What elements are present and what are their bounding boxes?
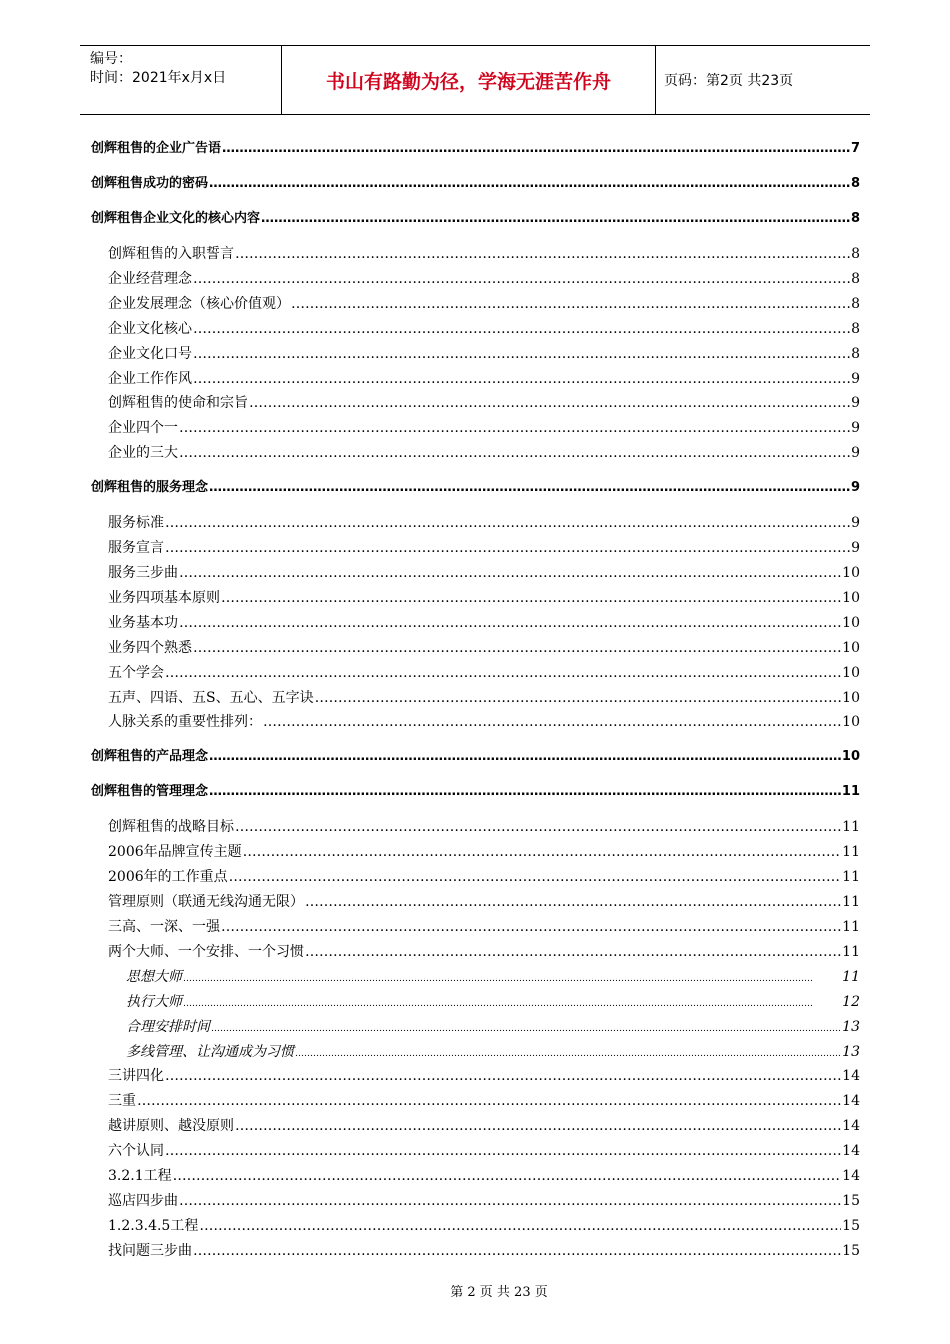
toc-entry-title: 2006年的工作重点 xyxy=(108,869,228,886)
toc-entry[interactable] xyxy=(108,588,860,608)
toc-entry-title: 两个大师、一个安排、一个习惯 xyxy=(108,943,304,960)
toc-leader-dots xyxy=(291,294,850,314)
toc-entry-page: 15 xyxy=(842,1242,860,1259)
toc-leader-dots xyxy=(235,1116,841,1136)
page-header xyxy=(80,45,870,115)
toc-entry-title: 创辉租售的产品理念 xyxy=(91,749,209,765)
toc-entry-page: 7 xyxy=(850,141,860,156)
toc-leader-dots xyxy=(165,1141,841,1161)
toc-entry[interactable] xyxy=(108,712,860,732)
toc-entry-title: 企业的三大 xyxy=(108,445,178,462)
toc-entry[interactable] xyxy=(91,139,860,159)
toc-entry-page: 10 xyxy=(842,565,860,581)
toc-entry-page: 15 xyxy=(842,1192,860,1209)
toc-entry[interactable] xyxy=(108,443,860,463)
toc-entry-title: 业务四个熟悉 xyxy=(108,639,192,656)
toc-entry[interactable] xyxy=(108,892,860,912)
toc-entry-title: 1.2.3.4.5工程 xyxy=(108,1217,199,1234)
toc-entry-page: 11 xyxy=(842,919,860,935)
toc-entry-page: 11 xyxy=(842,819,860,836)
toc-entry-title: 人脉关系的重要性排列： xyxy=(108,714,262,731)
toc-entry[interactable] xyxy=(108,1141,860,1161)
toc-entry-title: 3.2.1工程 xyxy=(108,1168,172,1184)
toc-entry-title: 企业四个一 xyxy=(108,420,178,437)
toc-entry[interactable] xyxy=(108,1191,860,1211)
toc-entry-title: 创辉租售的战略目标 xyxy=(108,819,234,836)
toc-leader-dots xyxy=(305,942,841,962)
toc-leader-dots xyxy=(183,994,841,1014)
toc-entry[interactable] xyxy=(108,1216,860,1236)
toc-entry-page: 13 xyxy=(842,1043,860,1060)
toc-leader-dots xyxy=(137,1091,841,1111)
toc-entry-page: 9 xyxy=(850,480,860,496)
toc-entry-title: 企业工作作风 xyxy=(108,370,192,387)
toc-entry-title: 创辉租售成功的密码 xyxy=(91,176,209,191)
toc-leader-dots xyxy=(263,712,841,732)
toc-entry-title: 创辉租售的企业广告语 xyxy=(91,141,222,156)
header-meta xyxy=(80,46,282,114)
toc-entry-page: 8 xyxy=(850,211,860,226)
toc-entry-page: 11 xyxy=(842,968,860,985)
toc-leader-dots xyxy=(229,867,842,887)
toc-entry-page: 10 xyxy=(842,689,860,706)
toc-leader-dots xyxy=(222,139,850,159)
toc-entry[interactable] xyxy=(108,638,860,658)
toc-leader-dots xyxy=(221,917,841,937)
toc-entry[interactable] xyxy=(108,418,860,438)
toc-entry[interactable] xyxy=(108,344,860,364)
toc-leader-dots xyxy=(209,747,841,767)
header-page-info: 页码：第2页 共23页 xyxy=(664,73,794,89)
toc-entry-title: 五个学会 xyxy=(108,664,164,681)
toc-entry-page: 8 xyxy=(850,176,860,191)
toc-entry[interactable] xyxy=(91,747,860,767)
toc-leader-dots xyxy=(165,663,841,683)
toc-entry[interactable] xyxy=(91,174,860,194)
toc-entry-title: 创辉租售的管理理念 xyxy=(91,784,209,800)
toc-entry[interactable] xyxy=(108,688,860,708)
toc-entry-title: 服务宣言 xyxy=(108,540,164,557)
toc-leader-dots xyxy=(221,588,841,608)
toc-entry-title: 创辉租售企业文化的核心内容 xyxy=(91,211,261,226)
toc-entry[interactable] xyxy=(126,1017,860,1037)
toc-leader-dots xyxy=(209,174,850,194)
toc-entry-page: 11 xyxy=(841,784,860,800)
toc-entry[interactable] xyxy=(108,1091,860,1111)
toc-leader-dots xyxy=(305,892,841,912)
toc-entry[interactable] xyxy=(91,782,860,802)
toc-entry[interactable] xyxy=(126,992,860,1012)
toc-entry-page: 9 xyxy=(851,445,860,462)
toc-entry-page: 14 xyxy=(842,1168,860,1184)
toc-entry[interactable] xyxy=(108,817,860,837)
toc-entry-page: 11 xyxy=(842,844,860,861)
toc-entry[interactable] xyxy=(108,513,860,533)
toc-entry-page: 14 xyxy=(842,1143,860,1160)
toc-leader-dots xyxy=(165,1066,841,1086)
toc-leader-dots xyxy=(261,209,850,229)
toc-entry-title: 服务三步曲 xyxy=(108,565,178,581)
toc-entry[interactable] xyxy=(108,917,860,937)
toc-entry[interactable] xyxy=(108,867,860,887)
toc-entry-page: 11 xyxy=(842,943,860,960)
toc-leader-dots xyxy=(179,613,841,633)
toc-leader-dots xyxy=(179,443,850,463)
toc-entry-title: 思想大师 xyxy=(126,968,182,985)
toc-entry-title: 企业文化核心 xyxy=(108,320,192,337)
header-number: 编号： xyxy=(90,51,132,67)
toc-leader-dots xyxy=(193,344,850,364)
toc-entry-title: 企业文化口号 xyxy=(108,345,192,362)
toc-entry[interactable] xyxy=(108,1166,860,1186)
toc-leader-dots xyxy=(193,319,850,339)
toc-entry-title: 2006年品牌宣传主题 xyxy=(108,844,242,861)
toc-leader-dots xyxy=(179,418,850,438)
toc-entry[interactable] xyxy=(91,478,860,498)
toc-leader-dots xyxy=(235,244,850,264)
toc-entry-page: 11 xyxy=(842,869,860,886)
toc-entry-title: 六个认同 xyxy=(108,1143,164,1160)
toc-leader-dots xyxy=(179,563,841,583)
toc-entry[interactable] xyxy=(126,967,860,987)
toc-entry[interactable] xyxy=(108,269,860,289)
toc-leader-dots xyxy=(295,1044,841,1064)
toc-entry-page: 10 xyxy=(841,749,860,765)
toc-entry-page: 9 xyxy=(851,395,860,412)
toc-entry[interactable] xyxy=(108,942,860,962)
toc-leader-dots xyxy=(209,478,850,498)
toc-entry-page: 14 xyxy=(842,1093,860,1110)
toc-entry-title: 合理安排时间 xyxy=(126,1018,210,1035)
toc-entry-page: 9 xyxy=(851,515,860,532)
header-time: 时间：2021年x月x日 xyxy=(90,70,227,86)
toc-entry-page: 15 xyxy=(842,1217,860,1234)
toc-entry[interactable] xyxy=(108,319,860,339)
toc-entry-page: 10 xyxy=(842,639,860,656)
toc-leader-dots xyxy=(183,969,841,989)
toc-entry-title: 找问题三步曲 xyxy=(108,1242,192,1259)
toc-entry-title: 服务标准 xyxy=(108,515,164,532)
toc-entry-page: 14 xyxy=(842,1068,860,1085)
toc-entry[interactable] xyxy=(108,1066,860,1086)
toc-entry-page: 12 xyxy=(842,993,860,1010)
toc-entry[interactable] xyxy=(108,1116,860,1136)
toc-entry-title: 执行大师 xyxy=(126,993,182,1010)
toc-entry-title: 创辉租售的入职誓言 xyxy=(108,246,234,262)
toc-entry-page: 11 xyxy=(842,894,860,911)
toc-entry[interactable] xyxy=(108,393,860,413)
toc-entry-title: 五声、四语、五S、五心、五字诀 xyxy=(108,689,314,706)
toc-entry[interactable] xyxy=(108,842,860,862)
toc-entry-title: 三重 xyxy=(108,1093,136,1110)
toc-entry-title: 管理原则（联通无线沟通无限） xyxy=(108,894,304,911)
toc-entry[interactable] xyxy=(108,369,860,389)
toc-entry-title: 三讲四化 xyxy=(108,1068,164,1085)
toc-leader-dots xyxy=(193,638,841,658)
toc-entry[interactable] xyxy=(126,1042,860,1062)
toc-leader-dots xyxy=(193,1241,841,1261)
toc-leader-dots xyxy=(199,1216,841,1236)
toc-entry-page: 10 xyxy=(842,664,860,681)
toc-entry-page: 9 xyxy=(851,420,860,437)
toc-entry-title: 业务四项基本原则 xyxy=(108,589,220,606)
toc-entry-title: 三高、一深、一强 xyxy=(108,919,220,935)
toc-entry[interactable] xyxy=(91,209,860,229)
toc-leader-dots xyxy=(209,782,841,802)
toc-entry-page: 8 xyxy=(851,246,860,262)
toc-entry-title: 创辉租售的服务理念 xyxy=(91,480,209,496)
toc-entry[interactable] xyxy=(108,563,860,583)
toc-leader-dots xyxy=(165,538,850,558)
toc-entry-page: 14 xyxy=(842,1118,860,1135)
toc-entry-page: 8 xyxy=(851,345,860,362)
toc-entry-title: 创辉租售的使命和宗旨 xyxy=(108,395,248,412)
toc-leader-dots xyxy=(235,817,841,837)
toc-entry[interactable] xyxy=(108,294,860,314)
toc-entry-page: 8 xyxy=(851,295,860,312)
toc-leader-dots xyxy=(165,513,850,533)
page-footer xyxy=(0,1281,950,1300)
toc-entry-page: 9 xyxy=(851,370,860,387)
toc-leader-dots xyxy=(193,369,850,389)
toc-entry-page: 10 xyxy=(842,589,860,606)
toc-leader-dots xyxy=(243,842,842,862)
toc-entry[interactable] xyxy=(108,663,860,683)
toc-entry[interactable] xyxy=(108,613,860,633)
toc-entry-page: 8 xyxy=(851,320,860,337)
toc-entry-page: 8 xyxy=(851,270,860,287)
toc-entry-title: 越讲原则、越没原则 xyxy=(108,1118,234,1135)
toc-entry-title: 企业发展理念（核心价值观） xyxy=(108,295,290,312)
toc-entry-page: 10 xyxy=(842,714,860,731)
footer-page-number: 第 2 页 共 23 页 xyxy=(450,1285,548,1300)
toc-entry-page: 10 xyxy=(842,614,860,631)
toc-entry-title: 巡店四步曲 xyxy=(108,1192,178,1209)
toc-entry-page: 13 xyxy=(842,1018,860,1035)
toc-leader-dots xyxy=(249,393,850,413)
toc-leader-dots xyxy=(173,1166,842,1186)
toc-entry[interactable] xyxy=(108,244,860,264)
toc-entry[interactable] xyxy=(108,538,860,558)
toc-leader-dots xyxy=(211,1019,841,1039)
toc-entry-title: 企业经营理念 xyxy=(108,270,192,287)
toc-leader-dots xyxy=(315,688,842,708)
header-slogan: 书山有路勤为径，学海无涯苦作舟 xyxy=(282,46,656,114)
toc-entry-title: 多线管理、让沟通成为习惯 xyxy=(126,1043,294,1060)
toc-leader-dots xyxy=(193,269,850,289)
toc-entry[interactable] xyxy=(108,1241,860,1261)
toc-entry-title: 业务基本功 xyxy=(108,614,178,631)
toc-leader-dots xyxy=(179,1191,841,1211)
toc-entry-page: 9 xyxy=(851,540,860,557)
